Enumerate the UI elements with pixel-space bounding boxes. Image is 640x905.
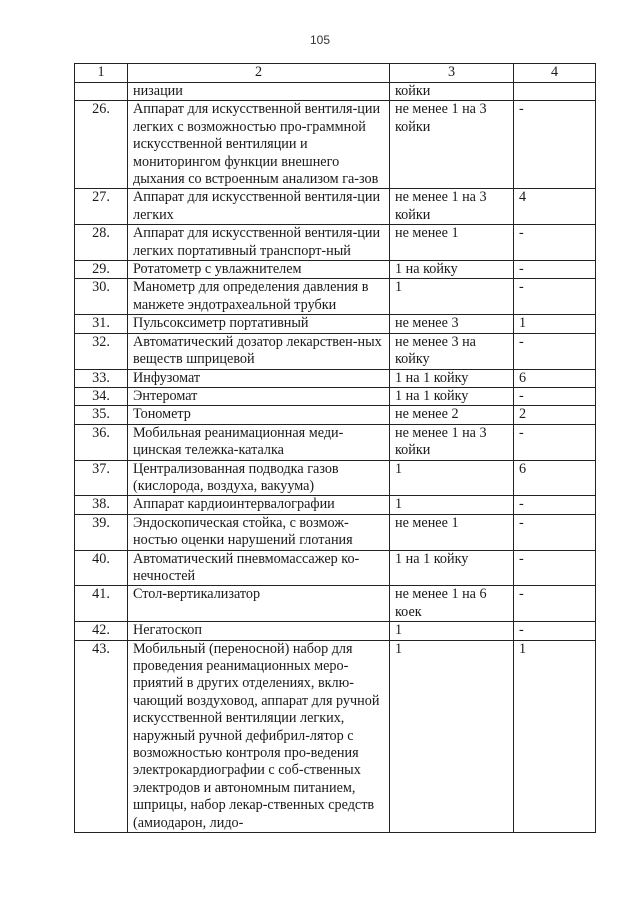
row-number: 31. xyxy=(75,315,128,333)
row-number: 34. xyxy=(75,387,128,405)
required-quantity: 1 xyxy=(390,460,514,496)
equipment-name: Ротатометр с увлажнителем xyxy=(128,261,390,279)
equipment-name: Аппарат кардиоинтервалографии xyxy=(128,496,390,514)
table-row xyxy=(75,387,596,405)
required-quantity: 1 на 1 койку xyxy=(390,550,514,586)
equipment-name: Энтеромат xyxy=(128,387,390,405)
extra-value: - xyxy=(514,279,596,315)
required-quantity: 1 xyxy=(390,640,514,832)
required-quantity: 1 xyxy=(390,622,514,640)
equipment-name: Тонометр xyxy=(128,406,390,424)
table-row xyxy=(75,225,596,261)
equipment-name: Аппарат для искусственной вентиля-ции легких портативный транспорт-ный xyxy=(128,225,390,261)
table-row xyxy=(75,261,596,279)
required-quantity: 1 xyxy=(390,279,514,315)
extra-value: - xyxy=(514,387,596,405)
extra-value: - xyxy=(514,550,596,586)
row-number: 28. xyxy=(75,225,128,261)
table-row xyxy=(75,622,596,640)
equipment-name: низации xyxy=(128,83,390,101)
table-row xyxy=(75,586,596,622)
equipment-name: Аппарат для искусственной вентиля-ции легких с возможностью про-граммной искусственной вентиляции и мониторингом функции внешнего дыхания со встроенным анализом га-зов xyxy=(128,101,390,189)
required-quantity: койки xyxy=(390,83,514,101)
required-quantity: не менее 1 на 3 койки xyxy=(390,101,514,189)
header-cell: 2 xyxy=(128,64,390,83)
extra-value: 4 xyxy=(514,189,596,225)
row-number xyxy=(75,83,128,101)
equipment-name: Мобильный (переносной) набор для проведения реанимационных меро-приятий в других отделениях, вклю-чающий воздуховод, аппарат для ручной искусственной вентиляции легких, наружный ручной дефибрил-лятор с возможностью контроля про-ведения электрокардиографии с соб-ственных электродов и автономным питанием, шприцы, набор лекар-ственных средств (амиодарон, лидо- xyxy=(128,640,390,832)
row-number: 37. xyxy=(75,460,128,496)
extra-value: 6 xyxy=(514,369,596,387)
row-number: 39. xyxy=(75,514,128,550)
equipment-name: Инфузомат xyxy=(128,369,390,387)
table-row xyxy=(75,640,596,832)
row-number: 40. xyxy=(75,550,128,586)
row-number: 32. xyxy=(75,333,128,369)
equipment-table xyxy=(74,63,596,833)
equipment-name: Манометр для определения давления в манжете эндотрахеальной трубки xyxy=(128,279,390,315)
equipment-name: Централизованная подводка газов (кислорода, воздуха, вакуума) xyxy=(128,460,390,496)
table-row xyxy=(75,189,596,225)
equipment-name: Пульсоксиметр портативный xyxy=(128,315,390,333)
extra-value: 1 xyxy=(514,315,596,333)
table-row xyxy=(75,279,596,315)
required-quantity: не менее 3 на койку xyxy=(390,333,514,369)
required-quantity: 1 xyxy=(390,496,514,514)
header-cell: 1 xyxy=(75,64,128,83)
equipment-name: Автоматический пневмомассажер ко-нечностей xyxy=(128,550,390,586)
required-quantity: не менее 1 на 6 коек xyxy=(390,586,514,622)
header-cell: 3 xyxy=(390,64,514,83)
equipment-name: Негатоскоп xyxy=(128,622,390,640)
table-header-row xyxy=(75,64,596,83)
row-number: 35. xyxy=(75,406,128,424)
table-row xyxy=(75,101,596,189)
row-number: 29. xyxy=(75,261,128,279)
required-quantity: не менее 2 xyxy=(390,406,514,424)
equipment-name: Аппарат для искусственной вентиля-ции легких xyxy=(128,189,390,225)
row-number: 33. xyxy=(75,369,128,387)
extra-value: 1 xyxy=(514,640,596,832)
extra-value xyxy=(514,83,596,101)
table-row xyxy=(75,424,596,460)
required-quantity: 1 на 1 койку xyxy=(390,369,514,387)
required-quantity: не менее 3 xyxy=(390,315,514,333)
row-number: 41. xyxy=(75,586,128,622)
row-number: 42. xyxy=(75,622,128,640)
extra-value: - xyxy=(514,424,596,460)
required-quantity: не менее 1 на 3 койки xyxy=(390,424,514,460)
equipment-name: Эндоскопическая стойка, с возмож-ностью оценки нарушений глотания xyxy=(128,514,390,550)
required-quantity: 1 на 1 койку xyxy=(390,387,514,405)
row-number: 36. xyxy=(75,424,128,460)
extra-value: 6 xyxy=(514,460,596,496)
required-quantity: не менее 1 xyxy=(390,225,514,261)
extra-value: - xyxy=(514,261,596,279)
page-number: 105 xyxy=(309,33,331,47)
row-number: 27. xyxy=(75,189,128,225)
extra-value: - xyxy=(514,225,596,261)
table-row xyxy=(75,496,596,514)
row-number: 43. xyxy=(75,640,128,832)
row-number: 38. xyxy=(75,496,128,514)
row-number: 30. xyxy=(75,279,128,315)
required-quantity: не менее 1 на 3 койки xyxy=(390,189,514,225)
table-row xyxy=(75,83,596,101)
table-row xyxy=(75,514,596,550)
table-row xyxy=(75,550,596,586)
required-quantity: 1 на койку xyxy=(390,261,514,279)
equipment-name: Автоматический дозатор лекарствен-ных веществ шприцевой xyxy=(128,333,390,369)
extra-value: - xyxy=(514,622,596,640)
extra-value: - xyxy=(514,496,596,514)
equipment-name: Стол-вертикализатор xyxy=(128,586,390,622)
row-number: 26. xyxy=(75,101,128,189)
table-row xyxy=(75,333,596,369)
extra-value: - xyxy=(514,586,596,622)
table-row xyxy=(75,460,596,496)
equipment-name: Мобильная реанимационная меди-цинская тележка-каталка xyxy=(128,424,390,460)
extra-value: - xyxy=(514,101,596,189)
extra-value: 2 xyxy=(514,406,596,424)
required-quantity: не менее 1 xyxy=(390,514,514,550)
table-row xyxy=(75,406,596,424)
table-row xyxy=(75,369,596,387)
extra-value: - xyxy=(514,514,596,550)
header-cell: 4 xyxy=(514,64,596,83)
table-row xyxy=(75,315,596,333)
extra-value: - xyxy=(514,333,596,369)
